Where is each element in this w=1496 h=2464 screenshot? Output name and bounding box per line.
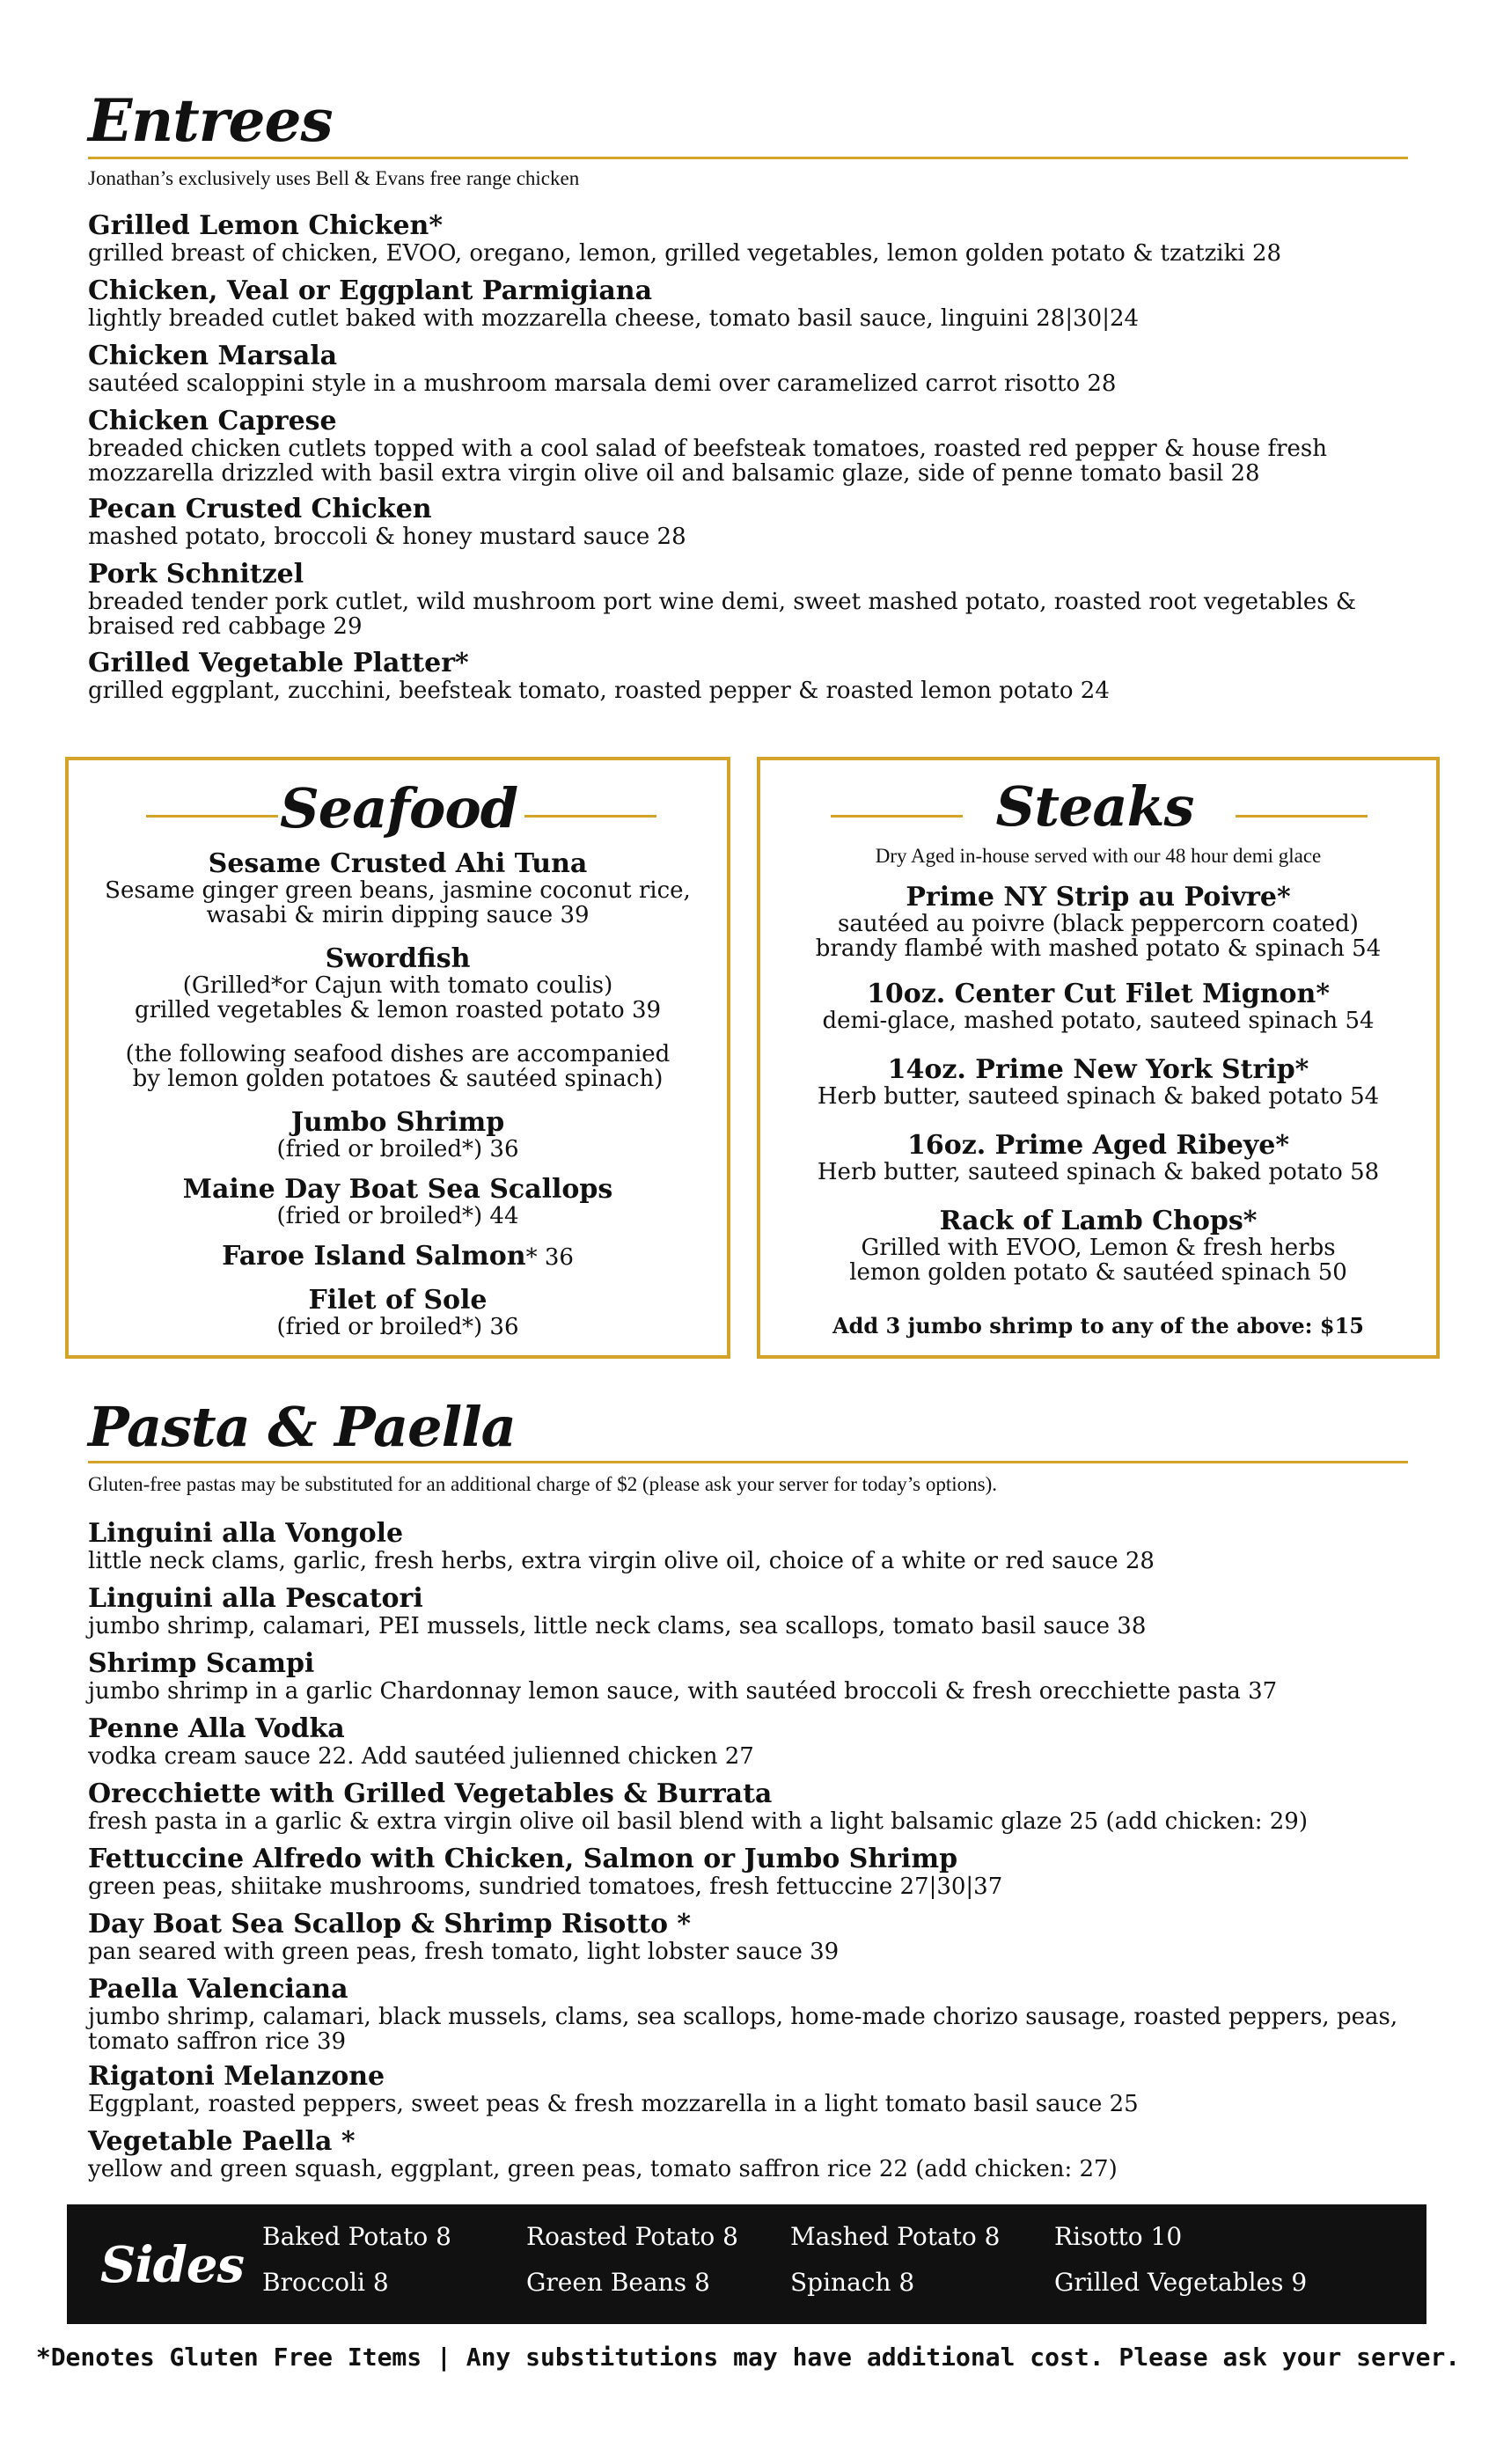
item-name: 16oz. Prime Aged Ribeye* xyxy=(906,1130,1290,1161)
pasta-note: Gluten-free pastas may be substituted for an additional charge of $2 (please ask your server for today’s options). xyxy=(88,1473,997,1495)
item-desc: grilled eggplant, zucchini, beefsteak tomato, roasted pepper & roasted lemon potato 24 xyxy=(88,678,1110,704)
item-desc: Herb butter, sauteed spinach & baked potato 58 xyxy=(817,1159,1380,1185)
item-name: Rigatoni Melanzone xyxy=(88,2061,385,2092)
entrees-divider xyxy=(88,157,1408,159)
item-name: Swordfish xyxy=(325,943,471,974)
seafood-box xyxy=(65,757,730,1359)
list-item xyxy=(88,495,1426,549)
item-desc: green peas, shiitake mushrooms, sundried tomatoes, fresh fettuccine 27|30|37 xyxy=(88,1874,1003,1900)
note-line: (the following seafood dishes are accompanied xyxy=(125,1041,671,1067)
list-item xyxy=(88,276,1426,331)
item-name: Fettuccine Alfredo with Chicken, Salmon or Jumbo Shrimp xyxy=(88,1844,958,1874)
side-item: Roasted Potato 8 xyxy=(526,2222,738,2251)
list-item xyxy=(88,1649,1426,1704)
list-item xyxy=(69,1287,727,1339)
item-name: Chicken Marsala xyxy=(88,341,338,371)
item-name: Rack of Lamb Chops* xyxy=(939,1206,1258,1236)
item-desc: yellow and green squash, eggplant, green peas, tomato saffron rice 22 (add chicken: 27) xyxy=(88,2156,1118,2182)
item-name: Penne Alla Vodka xyxy=(88,1713,345,1744)
item-desc: fresh pasta in a garlic & extra virgin olive oil basil blend with a light balsamic glaze 25 (add chicken: 29) xyxy=(88,1808,1308,1835)
item-desc: demi-glace, mashed potato, sauteed spinach 54 xyxy=(822,1008,1375,1034)
item-name: Faroe Island Salmon xyxy=(222,1241,526,1272)
steaks-divider-left xyxy=(831,815,963,818)
steaks-title: Steaks xyxy=(995,774,1194,839)
list-item xyxy=(88,649,1426,703)
item-name: Linguini alla Vongole xyxy=(88,1518,404,1549)
item-desc: brandy flambé with mashed potato & spinach 54 xyxy=(815,935,1382,962)
list-item xyxy=(760,1132,1436,1184)
item-desc: grilled breast of chicken, EVOO, oregano, lemon, grilled vegetables, lemon golden potato & tzatziki 28 xyxy=(88,240,1282,267)
item-name: Grilled Lemon Chicken* xyxy=(88,210,444,241)
item-name: Pecan Crusted Chicken xyxy=(88,494,432,524)
list-item xyxy=(69,1243,727,1271)
item-desc: (Grilled*or Cajun with tomato coulis) xyxy=(182,972,613,999)
list-item xyxy=(69,945,727,1023)
pasta-divider xyxy=(88,1461,1408,1463)
entrees-title: Entrees xyxy=(88,86,333,155)
item-name: Sesame Crusted Ahi Tuna xyxy=(208,848,588,879)
list-item xyxy=(88,1519,1426,1573)
side-item: Risotto 10 xyxy=(1054,2222,1183,2251)
item-desc: wasabi & mirin dipping sauce 39 xyxy=(206,902,590,928)
note-line: by lemon golden potatoes & sautéed spinach) xyxy=(132,1066,664,1092)
side-item: Green Beans 8 xyxy=(526,2268,710,2297)
item-desc: lightly breaded cutlet baked with mozzarella cheese, tomato basil sauce, linguini 28|30|24 xyxy=(88,305,1140,332)
entrees-note: Jonathan’s exclusively uses Bell & Evans free range chicken xyxy=(88,167,580,189)
item-name: Vegetable Paella * xyxy=(88,2126,356,2157)
item-name: Maine Day Boat Sea Scallops xyxy=(182,1174,613,1205)
item-desc: Sesame ginger green beans, jasmine coconut rice, xyxy=(105,877,691,904)
item-name: 14oz. Prime New York Strip* xyxy=(887,1054,1309,1085)
item-desc: grilled vegetables & lemon roasted potato 39 xyxy=(134,997,662,1023)
item-desc: mashed potato, broccoli & honey mustard sauce 28 xyxy=(88,524,686,550)
steaks-note: Dry Aged in-house served with our 48 hour demi glace xyxy=(875,845,1322,867)
side-item: Broccoli 8 xyxy=(262,2268,389,2297)
item-name: Chicken Caprese xyxy=(88,406,337,436)
item-desc: jumbo shrimp in a garlic Chardonnay lemon sauce, with sautéed broccoli & fresh orecchiette pasta 37 xyxy=(88,1678,1278,1705)
item-desc: breaded tender pork cutlet, wild mushroom port wine demi, sweet mashed potato, roasted root vegetables & braised red cabbage 29 xyxy=(88,589,1357,640)
item-desc: little neck clams, garlic, fresh herbs, extra virgin olive oil, choice of a white or red sauce 28 xyxy=(88,1548,1155,1574)
sides-bar xyxy=(67,2204,1426,2324)
item-name: Grilled Vegetable Platter* xyxy=(88,648,469,678)
seafood-divider-right xyxy=(524,815,656,818)
list-item xyxy=(88,211,1426,266)
item-name: Paella Valenciana xyxy=(88,1974,348,2005)
list-item xyxy=(69,850,727,928)
item-name: Chicken, Veal or Eggplant Parmigiana xyxy=(88,275,653,306)
item-desc: breaded chicken cutlets topped with a cool salad of beefsteak tomatoes, roasted red pepper & house fresh mozzarella drizzled with basil extra virgin olive oil and balsamic glaze, side of penne tomato basil 28 xyxy=(88,436,1327,487)
list-item xyxy=(69,1176,727,1228)
item-desc: Herb butter, sauteed spinach & baked potato 54 xyxy=(817,1083,1380,1110)
list-item xyxy=(88,560,1426,639)
item-desc: (fried or broiled*) 36 xyxy=(276,1314,519,1340)
item-desc: sautéed scaloppini style in a mushroom marsala demi over caramelized carrot risotto 28 xyxy=(88,370,1117,397)
pasta-title: Pasta & Paella xyxy=(88,1395,516,1459)
item-desc: vodka cream sauce 22. Add sautéed julienned chicken 27 xyxy=(88,1743,754,1770)
item-name: 10oz. Center Cut Filet Mignon* xyxy=(866,979,1331,1009)
seafood-divider-left xyxy=(146,815,278,818)
list-item xyxy=(88,1779,1426,1834)
item-name: Pork Schnitzel xyxy=(88,559,304,590)
list-item xyxy=(88,1844,1426,1899)
item-price: * 36 xyxy=(525,1244,574,1271)
side-item: Baked Potato 8 xyxy=(262,2222,451,2251)
item-desc: lemon golden potato & sautéed spinach 50 xyxy=(849,1259,1347,1286)
item-desc: jumbo shrimp, calamari, black mussels, clams, sea scallops, home-made chorizo sausage, roasted peppers, peas, tomato saffron rice 39 xyxy=(88,2004,1398,2055)
list-item xyxy=(88,2062,1426,2116)
item-name: Day Boat Sea Scallop & Shrimp Risotto * xyxy=(88,1909,692,1940)
side-item: Spinach 8 xyxy=(790,2268,915,2297)
item-name: Prime NY Strip au Poivre* xyxy=(906,882,1291,913)
list-item xyxy=(69,1109,727,1162)
item-name: Jumbo Shrimp xyxy=(290,1107,505,1138)
item-desc: (fried or broiled*) 44 xyxy=(276,1203,519,1229)
side-item: Grilled Vegetables 9 xyxy=(1054,2268,1308,2297)
sides-title: Sides xyxy=(100,2236,245,2294)
item-desc: (fried or broiled*) 36 xyxy=(276,1136,519,1162)
item-desc: jumbo shrimp, calamari, PEI mussels, little neck clams, sea scallops, tomato basil sauce 38 xyxy=(88,1613,1147,1639)
list-item xyxy=(88,341,1426,396)
list-item xyxy=(88,407,1426,486)
item-name: Filet of Sole xyxy=(308,1285,488,1316)
list-item xyxy=(760,1056,1436,1109)
steaks-divider-right xyxy=(1236,815,1368,818)
side-item: Mashed Potato 8 xyxy=(790,2222,1001,2251)
list-item xyxy=(760,884,1436,961)
item-desc: Grilled with EVOO, Lemon & fresh herbs xyxy=(861,1235,1336,1261)
list-item xyxy=(760,1207,1436,1285)
list-item xyxy=(760,980,1436,1033)
list-item xyxy=(88,1714,1426,1769)
footer-note: *Denotes Gluten Free Items | Any substitutions may have additional cost. Please ask your server. xyxy=(35,2343,1461,2372)
list-item xyxy=(88,1910,1426,1964)
item-name: Shrimp Scampi xyxy=(88,1648,315,1679)
item-name: Orecchiette with Grilled Vegetables & Burrata xyxy=(88,1778,773,1809)
list-item xyxy=(88,1975,1426,2054)
list-item xyxy=(88,2127,1426,2182)
steaks-addon: Add 3 jumbo shrimp to any of the above: $15 xyxy=(832,1313,1364,1338)
steaks-box xyxy=(757,757,1440,1359)
list-item xyxy=(88,1584,1426,1639)
seafood-title: Seafood xyxy=(279,776,518,840)
item-desc: pan seared with green peas, fresh tomato, light lobster sauce 39 xyxy=(88,1939,840,1965)
item-name: Linguini alla Pescatori xyxy=(88,1583,423,1614)
item-desc: Eggplant, roasted peppers, sweet peas & fresh mozzarella in a light tomato basil sauce 25 xyxy=(88,2091,1139,2117)
seafood-note xyxy=(69,1042,727,1091)
item-desc: sautéed au poivre (black peppercorn coated) xyxy=(838,911,1359,937)
